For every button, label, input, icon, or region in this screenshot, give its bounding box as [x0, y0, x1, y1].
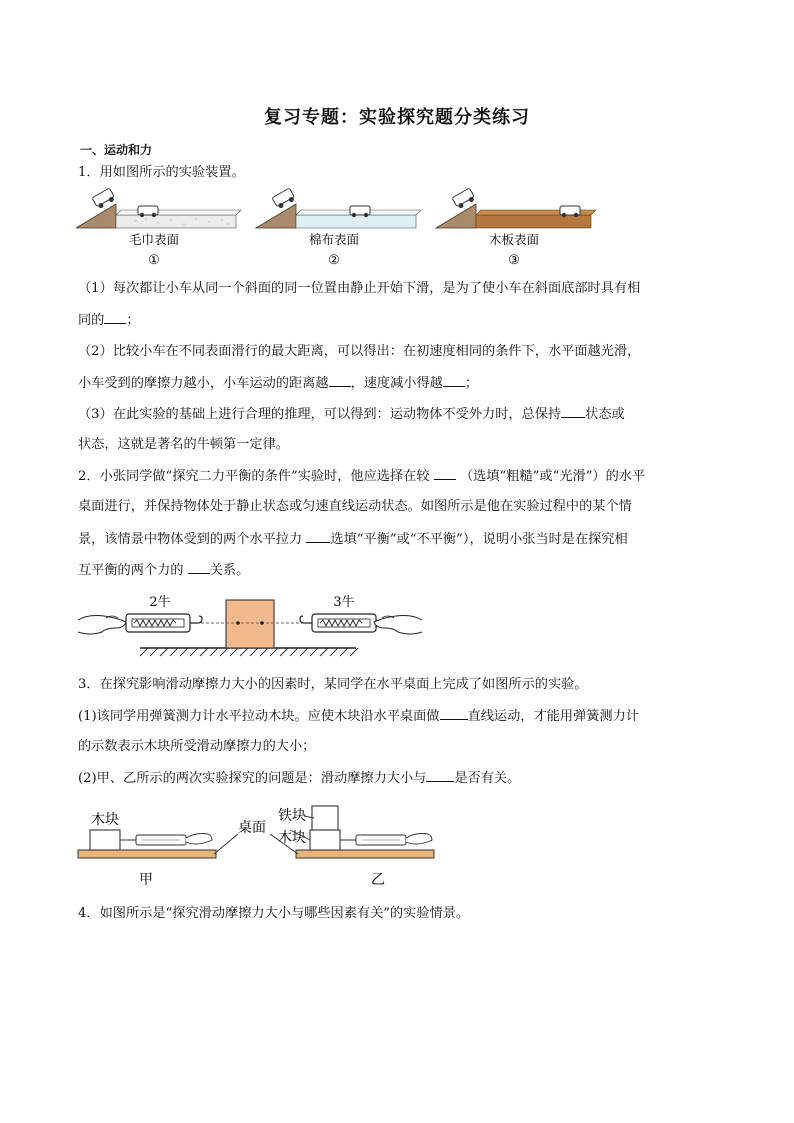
- right-force-label: 3牛: [333, 595, 355, 610]
- q1-part2-line1: （2）比较小车在不同表面滑行的最大距离，可以得出：在初速度相同的条件下，水平面越光滑，: [78, 344, 641, 359]
- iron-block-label: 铁块: [278, 808, 306, 824]
- desk-label: 桌面: [238, 820, 266, 836]
- caption-jia: 甲: [139, 872, 153, 888]
- surface-number-1: ①: [148, 253, 160, 268]
- q2-balance-figure: [76, 590, 426, 662]
- surface-label-towel: 毛巾表面: [128, 232, 180, 247]
- q3-line2: (1)该同学用弹簧测力计水平拉动木块。应使木块沿水平桌面做 直线运动，才能用弹簧测力计: [78, 709, 639, 724]
- setup-jia: [78, 830, 216, 858]
- page-title: 复习专题：实验探究题分类练习: [264, 107, 530, 128]
- answer-blank[interactable]: [306, 530, 330, 543]
- q1-part3-line2: 状态，这就是著名的牛顿第一定律。: [78, 437, 289, 452]
- setup-yi: [296, 806, 434, 858]
- q1-incline-figure: [76, 188, 606, 272]
- towel-surface-setup: [76, 188, 241, 228]
- cotton-surface-setup: [256, 188, 421, 228]
- left-hand: [78, 616, 126, 635]
- block-label-jia: 木块: [91, 812, 119, 828]
- answer-blank[interactable]: [434, 467, 456, 480]
- caption-yi: 乙: [371, 872, 385, 888]
- surface-number-3: ③: [508, 253, 520, 268]
- q2-line2: 桌面进行，并保持物体处于静止状态或匀速直线运动状态。如图所示是他在实验过程中的某个情: [78, 499, 632, 514]
- q3-line4: (2)甲、乙所示的两次实验探究的问题是：滑动摩擦力大小与 是否有关。: [78, 771, 521, 786]
- answer-blank[interactable]: [443, 374, 465, 387]
- right-spring-scale: [300, 614, 376, 632]
- test-block: [226, 600, 274, 648]
- ground-hatching: [140, 648, 358, 656]
- q2-line3: 景，该情景中物体受到的两个水平拉力 选填“平衡”或“不平衡”），说明小张当时是在探究相: [78, 532, 628, 547]
- q1-part3-line1: （3）在此实验的基础上进行合理的推理，可以得到：运动物体不受外力时，总保持 状态或: [78, 407, 625, 422]
- q3-line3: 的示数表示木块所受滑动摩擦力的大小；: [78, 739, 316, 754]
- answer-blank[interactable]: [426, 769, 454, 782]
- q1-stem: 1．用如图所示的实验装置。: [78, 165, 245, 180]
- q2-line4: 互平衡的两个力的 关系。: [78, 563, 250, 578]
- surface-label-wood: 木板表面: [488, 232, 540, 247]
- answer-blank[interactable]: [188, 561, 210, 574]
- answer-blank[interactable]: [440, 707, 468, 720]
- q2-line1: 2．小张同学做“探究二力平衡的条件”实验时，他应选择在较 （选填“粗糙”或“光滑”）的水平: [78, 469, 646, 484]
- answer-blank[interactable]: [561, 405, 585, 418]
- section-heading: 一、运动和力: [80, 143, 153, 157]
- surface-number-2: ②: [328, 253, 340, 268]
- q1-part1-line2: 同的 ；: [78, 313, 140, 328]
- q1-part2-line2: 小车受到的摩擦力越小，小车运动的距离越 ，速度减小得越 ；: [78, 376, 479, 391]
- q3-line1: 3．在探究影响滑动摩擦力大小的因素时，某同学在水平桌面上完成了如图所示的实验。: [78, 677, 588, 692]
- surface-label-cotton: 棉布表面: [308, 232, 360, 247]
- answer-blank[interactable]: [329, 374, 351, 387]
- answer-blank[interactable]: [104, 311, 126, 324]
- q1-part1-line1: （1）每次都让小车从同一个斜面的同一位置由静止开始下滑，是为了使小车在斜面底部时具有相: [78, 281, 641, 296]
- right-hand: [374, 616, 422, 635]
- q3-friction-figure: [74, 800, 454, 892]
- left-spring-scale: [126, 614, 202, 632]
- q4-line1: 4．如图所示是“探究滑动摩擦力大小与哪些因素有关”的实验情景。: [78, 906, 470, 921]
- wood-surface-setup: [436, 188, 596, 228]
- block-label-yi: 木块: [278, 830, 306, 846]
- left-force-label: 2牛: [149, 595, 171, 610]
